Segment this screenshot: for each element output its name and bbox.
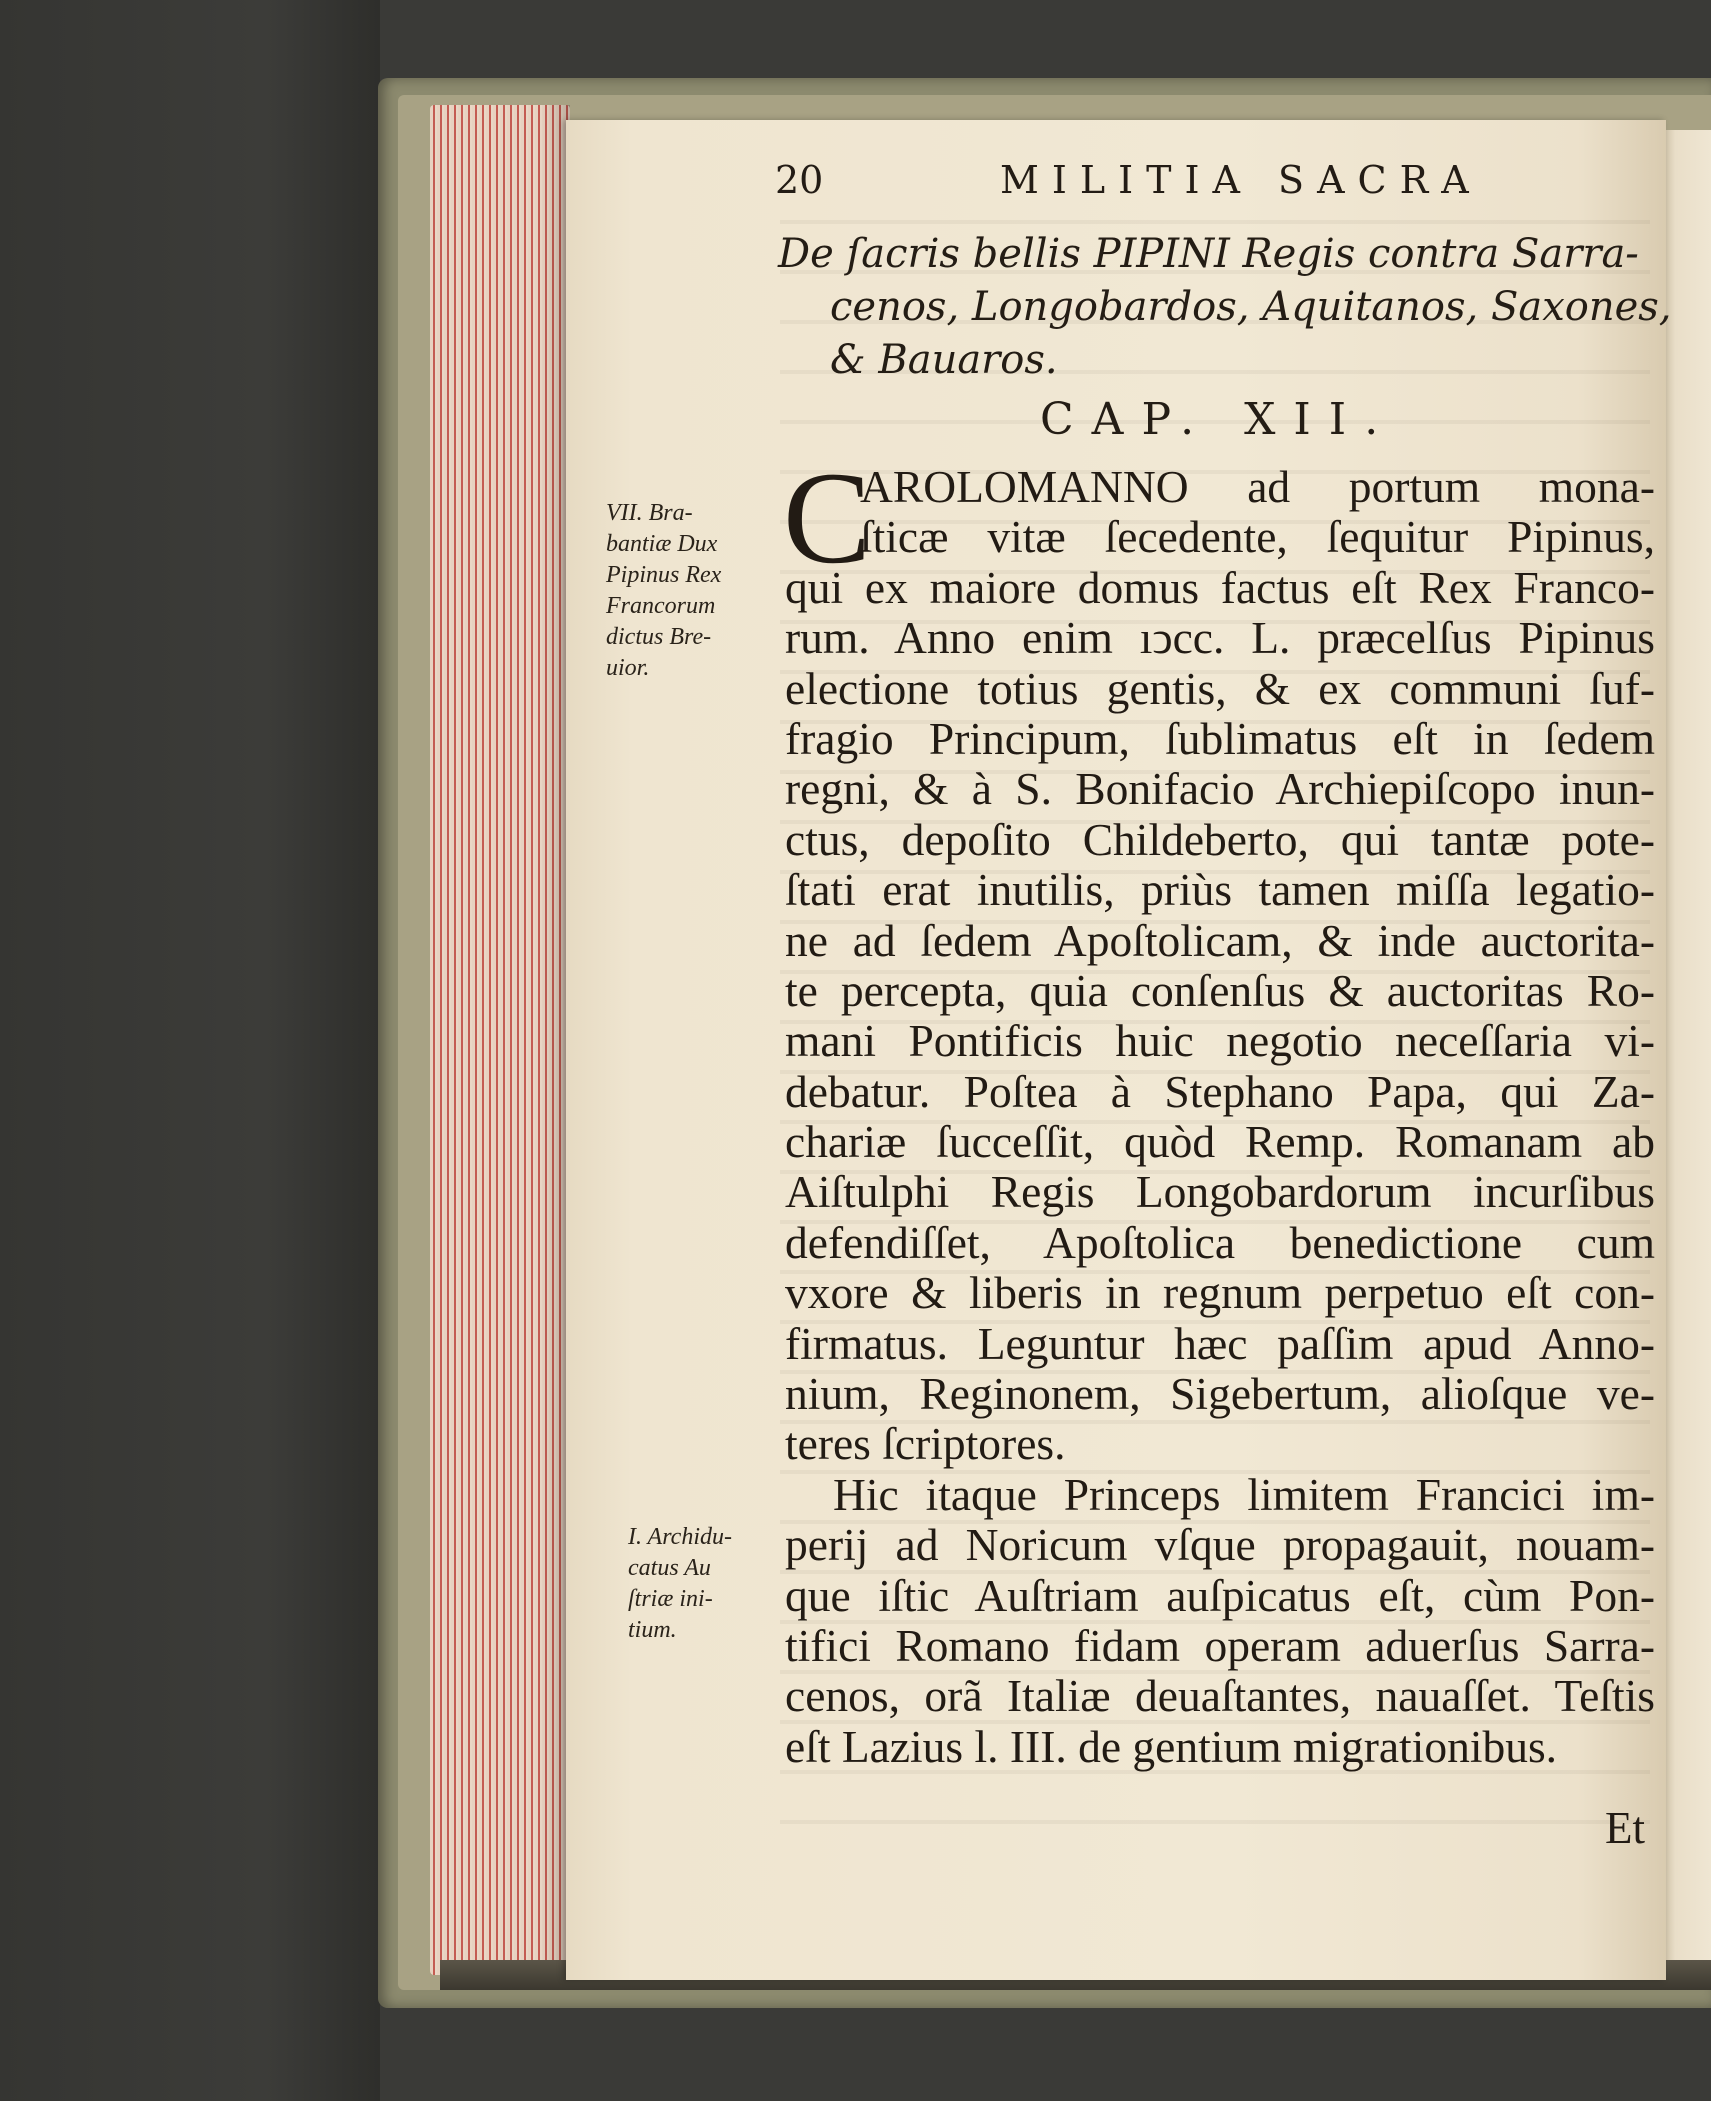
text-line: regni, & à S. Bonifacio Archiepiſcopo inun- [785, 763, 1655, 815]
text-line: debatur. Poſtea à Stephano Papa, qui Za- [785, 1065, 1655, 1117]
margin-note-line: Francorum [606, 593, 716, 619]
text-line: que iſtic Auſtriam auſpicatus eſt, cùm Pon- [785, 1569, 1655, 1621]
text-line: ſtati erat inutilis, priùs tamen miſſa legatio- [785, 864, 1655, 916]
text-line: firmatus. Leguntur hæc paſſim apud Anno- [785, 1317, 1655, 1369]
margin-note [606, 498, 781, 684]
text-line: mani Pontificis huic negotio neceſſaria vi- [785, 1015, 1655, 1067]
body-text [785, 462, 1655, 1772]
margin-note-line: bantiæ Dux [606, 531, 718, 557]
chapter-title [778, 228, 1672, 387]
margin-note [628, 1522, 803, 1646]
text-line: ſticæ vitæ ſecedente, ſequitur Pipinus, [860, 511, 1655, 563]
text-line: cenos, orã Italiæ deuaſtantes, nauaſſet. Teſtis [785, 1670, 1655, 1722]
margin-note-line: tium. [628, 1617, 677, 1643]
chapter-title-line: cenos, Longobardos, Aquitanos, Saxones, [830, 284, 1672, 330]
catchword: Et [1605, 1803, 1645, 1853]
text-line: teres ſcriptores. [785, 1418, 1066, 1470]
text-line: chariæ ſucceſſit, quòd Remp. Romanam ab [785, 1116, 1655, 1168]
text-line: te percepta, quia conſenſus & auctoritas Ro- [785, 964, 1655, 1016]
running-title: MILITIA SACRA [1000, 158, 1482, 202]
text-line: vxore & liberis in regnum perpetuo eſt con- [785, 1267, 1655, 1319]
chapter-title-line: & Bauaros. [830, 337, 1058, 383]
text-line: rum. Anno enim ıↄcc. L. præcelſus Pipinus [785, 612, 1655, 664]
drop-capital: C [783, 444, 872, 591]
text-line: Aiſtulphi Regis Longobardorum incurſibus [785, 1166, 1655, 1218]
text-line: defendiſſet, Apoſtolica benedictione cum [785, 1216, 1655, 1268]
margin-note-line: I. Archidu- [628, 1524, 732, 1550]
text-line: tifici Romano fidam operam aduerſus Sarra- [785, 1619, 1655, 1671]
text-line: AROLOMANNO ad portum mona- [860, 461, 1655, 512]
background [0, 0, 380, 2101]
running-head [775, 158, 1655, 218]
margin-note-line: uior. [606, 655, 650, 681]
margin-note-line: catus Au [628, 1555, 711, 1581]
text-line: ne ad ſedem Apoſtolicam, & inde auctorita- [785, 914, 1655, 966]
page-number: 20 [775, 158, 824, 202]
chapter-title-line: De ſacris bellis PIPINI Regis contra Sarra- [778, 231, 1639, 277]
text-line: eſt Lazius l. III. de gentium migrationibus. [785, 1720, 1558, 1772]
text-line: fragio Principum, ſublimatus eſt in ſedem [785, 712, 1655, 764]
text-line: Hic itaque Princeps limitem Francici im- [833, 1468, 1655, 1520]
margin-note-line: Pipinus Rex [606, 562, 722, 588]
text-line: ctus, depoſito Childeberto, qui tantæ pote- [785, 813, 1655, 865]
chapter-number: CAP. XII. [1040, 394, 1397, 445]
text-line: electione totius gentis, & ex communi ſuf- [785, 662, 1655, 714]
margin-note-line: VII. Bra- [606, 500, 693, 526]
text-line: nium, Reginonem, Sigebertum, alioſque ve- [785, 1368, 1655, 1420]
text-line: qui ex maiore domus factus eſt Rex Franco- [785, 561, 1655, 613]
margin-note-line: dictus Bre- [606, 624, 712, 650]
margin-note-line: ſtriæ ini- [628, 1586, 713, 1612]
text-line: perij ad Noricum vſque propagauit, nouam- [785, 1519, 1655, 1571]
